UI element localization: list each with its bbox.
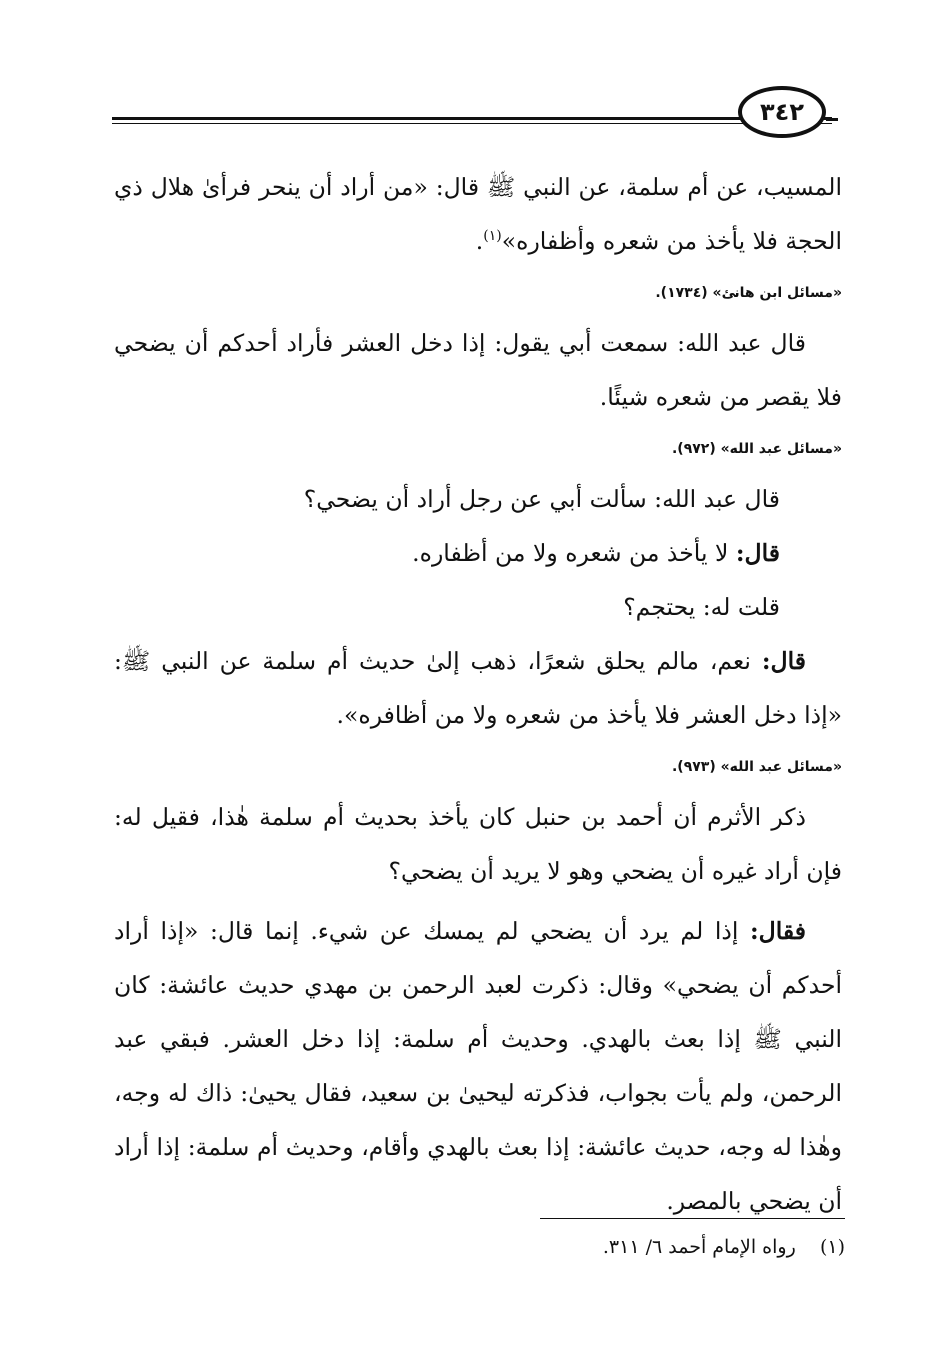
- header-rule-tail: [826, 118, 838, 121]
- footnote-divider: [540, 1218, 845, 1219]
- answer-paragraph: [114, 904, 842, 1228]
- answer-line: [114, 526, 842, 580]
- answer-text: إذا لم يرد أن يضحي لم يمسك عن شيء. إنما قال: «إذا أراد أحدكم أن يضحي» وقال: ذكرت لعبد الرحمن بن مهدي حديث عائشة: كان النبي ﷺ إذا بعث بالهدي. وحديث أم سلمة: إذا دخل العشر. فبقي عبد الرحمن، ولم يأت بجواب، فذكرته ليحيىٰ بن سعيد، فقال يحيىٰ: ذاك له وجه، وهٰذا له وجه، حديث عائشة: إذا بعث بالهدي وأقام، وحديث أم سلمة: إذا أراد أن يضحي بالمصر.: [114, 917, 842, 1215]
- answer-text: لا يأخذ من شعره ولا من أظفاره.: [412, 539, 736, 567]
- answer-paragraph: [114, 634, 842, 742]
- speaker-label: قال:: [761, 647, 806, 675]
- page-number-text: ٣٤٢: [760, 98, 804, 126]
- footnote-marker: (١): [483, 228, 502, 245]
- speaker-label: قال:: [735, 539, 780, 567]
- paragraph-text: المسيب، عن أم سلمة، عن النبي ﷺ قال: «من أراد أن ينحر فرأىٰ هلال ذي الحجة فلا يأخذ من شعره وأظفاره»: [114, 173, 842, 255]
- paragraph-hadith: [114, 160, 842, 268]
- header-rule: [112, 117, 832, 120]
- footnote-number: (١): [819, 1236, 845, 1258]
- paragraph-end: .: [475, 227, 484, 255]
- source-reference: «مسائل ابن هانئ» (١٧٣٤).: [655, 285, 842, 301]
- footnote-text: رواه الإمام أحمد ٦/ ٣١١.: [602, 1236, 796, 1258]
- source-reference: «مسائل عبد الله» (٩٧٣).: [671, 759, 842, 775]
- question-line: قال عبد الله: سألت أبي عن رجل أراد أن يضحي؟: [303, 485, 780, 513]
- paragraph-text: ذكر الأثرم أن أحمد بن حنبل كان يأخذ بحديث أم سلمة هٰذا، فقيل له: فإن أراد غيره أن يضحي وهو لا يريد أن يضحي؟: [114, 803, 842, 885]
- footnote: [300, 1232, 845, 1262]
- page-number: [738, 86, 826, 138]
- paragraph-text: قال عبد الله: سمعت أبي يقول: إذا دخل العشر فأراد أحدكم أن يضحي فلا يقصر من شعره شيئًا.: [114, 329, 842, 411]
- main-text: [114, 160, 842, 1228]
- header-rule-thin: [112, 123, 832, 124]
- source-reference: «مسائل عبد الله» (٩٧٢).: [671, 441, 842, 457]
- speaker-label: فقال:: [749, 917, 806, 945]
- question-line: قلت له: يحتجم؟: [623, 593, 780, 621]
- answer-text: نعم، مالم يحلق شعرًا، ذهب إلىٰ حديث أم سلمة عن النبي ﷺ: «إذا دخل العشر فلا يأخذ من شعره ولا من أظافره».: [114, 647, 842, 729]
